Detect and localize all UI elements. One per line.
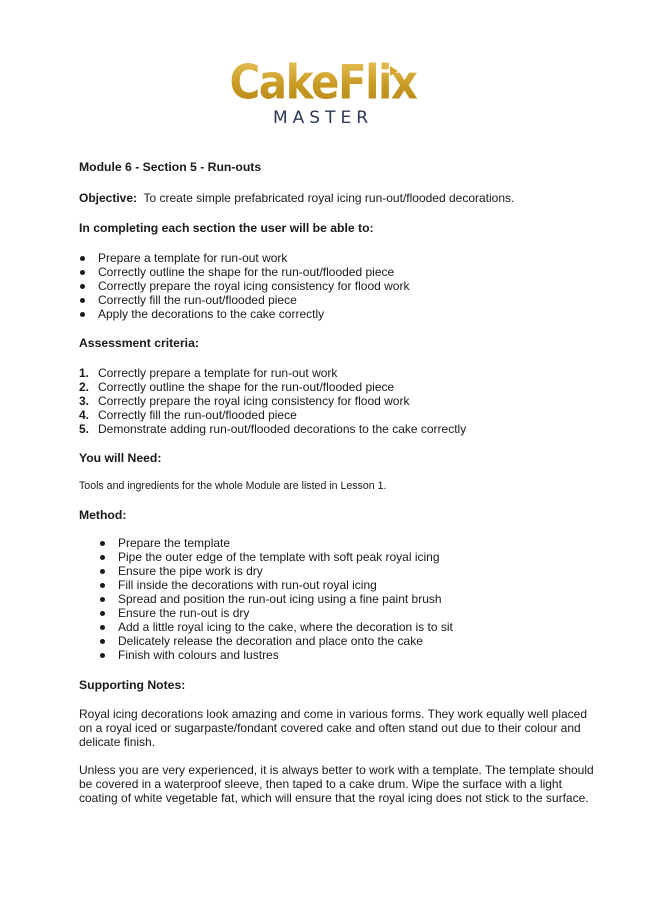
list-item: Correctly fill the run-out/flooded piece	[79, 293, 599, 307]
notes-paragraph: Royal icing decorations look amazing and come in various forms. They work equally well placed on a royal iced or sugarpaste/fondant covered cake and often stand out due to their colour and delicate finish.	[79, 707, 588, 749]
list-item: Ensure the run-out is dry	[79, 606, 599, 620]
need-heading: You will Need:	[79, 451, 162, 465]
list-item: Apply the decorations to the cake correctly	[79, 307, 599, 321]
notes-heading: Supporting Notes:	[79, 678, 186, 692]
list-item: Add a little royal icing to the cake, where the decoration is to sit	[79, 620, 599, 634]
list-item	[79, 394, 599, 408]
list-item: Prepare a template for run-out work	[79, 251, 599, 265]
notes-paragraph: Unless you are very experienced, it is always better to work with a template. The template should be covered in a waterproof sleeve, then taped to a cake drum. Wipe the surface with a light coating of white vegetable fat, which will ensure that the royal icing does not stick to the surface.	[79, 763, 594, 805]
play-icon	[390, 66, 398, 76]
list-item	[79, 380, 599, 394]
item-text: Correctly outline the shape for the run-out/flooded piece	[98, 380, 395, 394]
item-text: Correctly fill the run-out/flooded piece	[98, 408, 297, 422]
page-title: Module 6 - Section 5 - Run-outs	[79, 160, 262, 174]
list-item: Finish with colours and lustres	[79, 648, 599, 662]
item-number: 4.	[79, 408, 90, 422]
list-item: Spread and position the run-out icing using a fine paint brush	[79, 592, 599, 606]
list-item: Prepare the template	[79, 536, 599, 550]
objective	[79, 191, 599, 205]
item-text: Correctly prepare the royal icing consistency for flood work	[98, 394, 410, 408]
list-item: Pipe the outer edge of the template with soft peak royal icing	[79, 550, 599, 564]
item-number: 2.	[79, 380, 90, 394]
need-text: Tools and ingredients for the whole Module are listed in Lesson 1.	[79, 480, 387, 492]
objective-label: Objective:	[79, 191, 138, 205]
item-number: 3.	[79, 394, 90, 408]
assessment-heading: Assessment criteria:	[79, 336, 199, 350]
item-number: 1.	[79, 366, 90, 380]
list-item: Ensure the pipe work is dry	[79, 564, 599, 578]
list-item: Correctly prepare the royal icing consistency for flood work	[79, 279, 599, 293]
completing-heading: In completing each section the user will be able to:	[79, 221, 374, 235]
item-text: Demonstrate adding run-out/flooded decorations to the cake correctly	[98, 422, 467, 436]
list-item: Fill inside the decorations with run-out royal icing	[79, 578, 599, 592]
assessment-list	[79, 366, 599, 436]
list-item	[79, 366, 599, 380]
completing-list	[79, 251, 599, 321]
list-item	[79, 422, 599, 436]
list-item: Delicately release the decoration and place onto the cake	[79, 634, 599, 648]
method-list	[79, 536, 599, 662]
logo-wordmark: CakeFlix	[229, 54, 417, 110]
item-text: Correctly prepare a template for run-out work	[98, 366, 338, 380]
objective-text: To create simple prefabricated royal icing run-out/flooded decorations.	[143, 191, 515, 205]
cakeflix-master-logo	[228, 54, 418, 136]
document-body	[79, 160, 599, 805]
list-item: Correctly outline the shape for the run-out/flooded piece	[79, 265, 599, 279]
method-heading: Method:	[79, 508, 127, 522]
list-item	[79, 408, 599, 422]
item-number: 5.	[79, 422, 90, 436]
logo-subtitle: MASTER	[272, 108, 374, 128]
